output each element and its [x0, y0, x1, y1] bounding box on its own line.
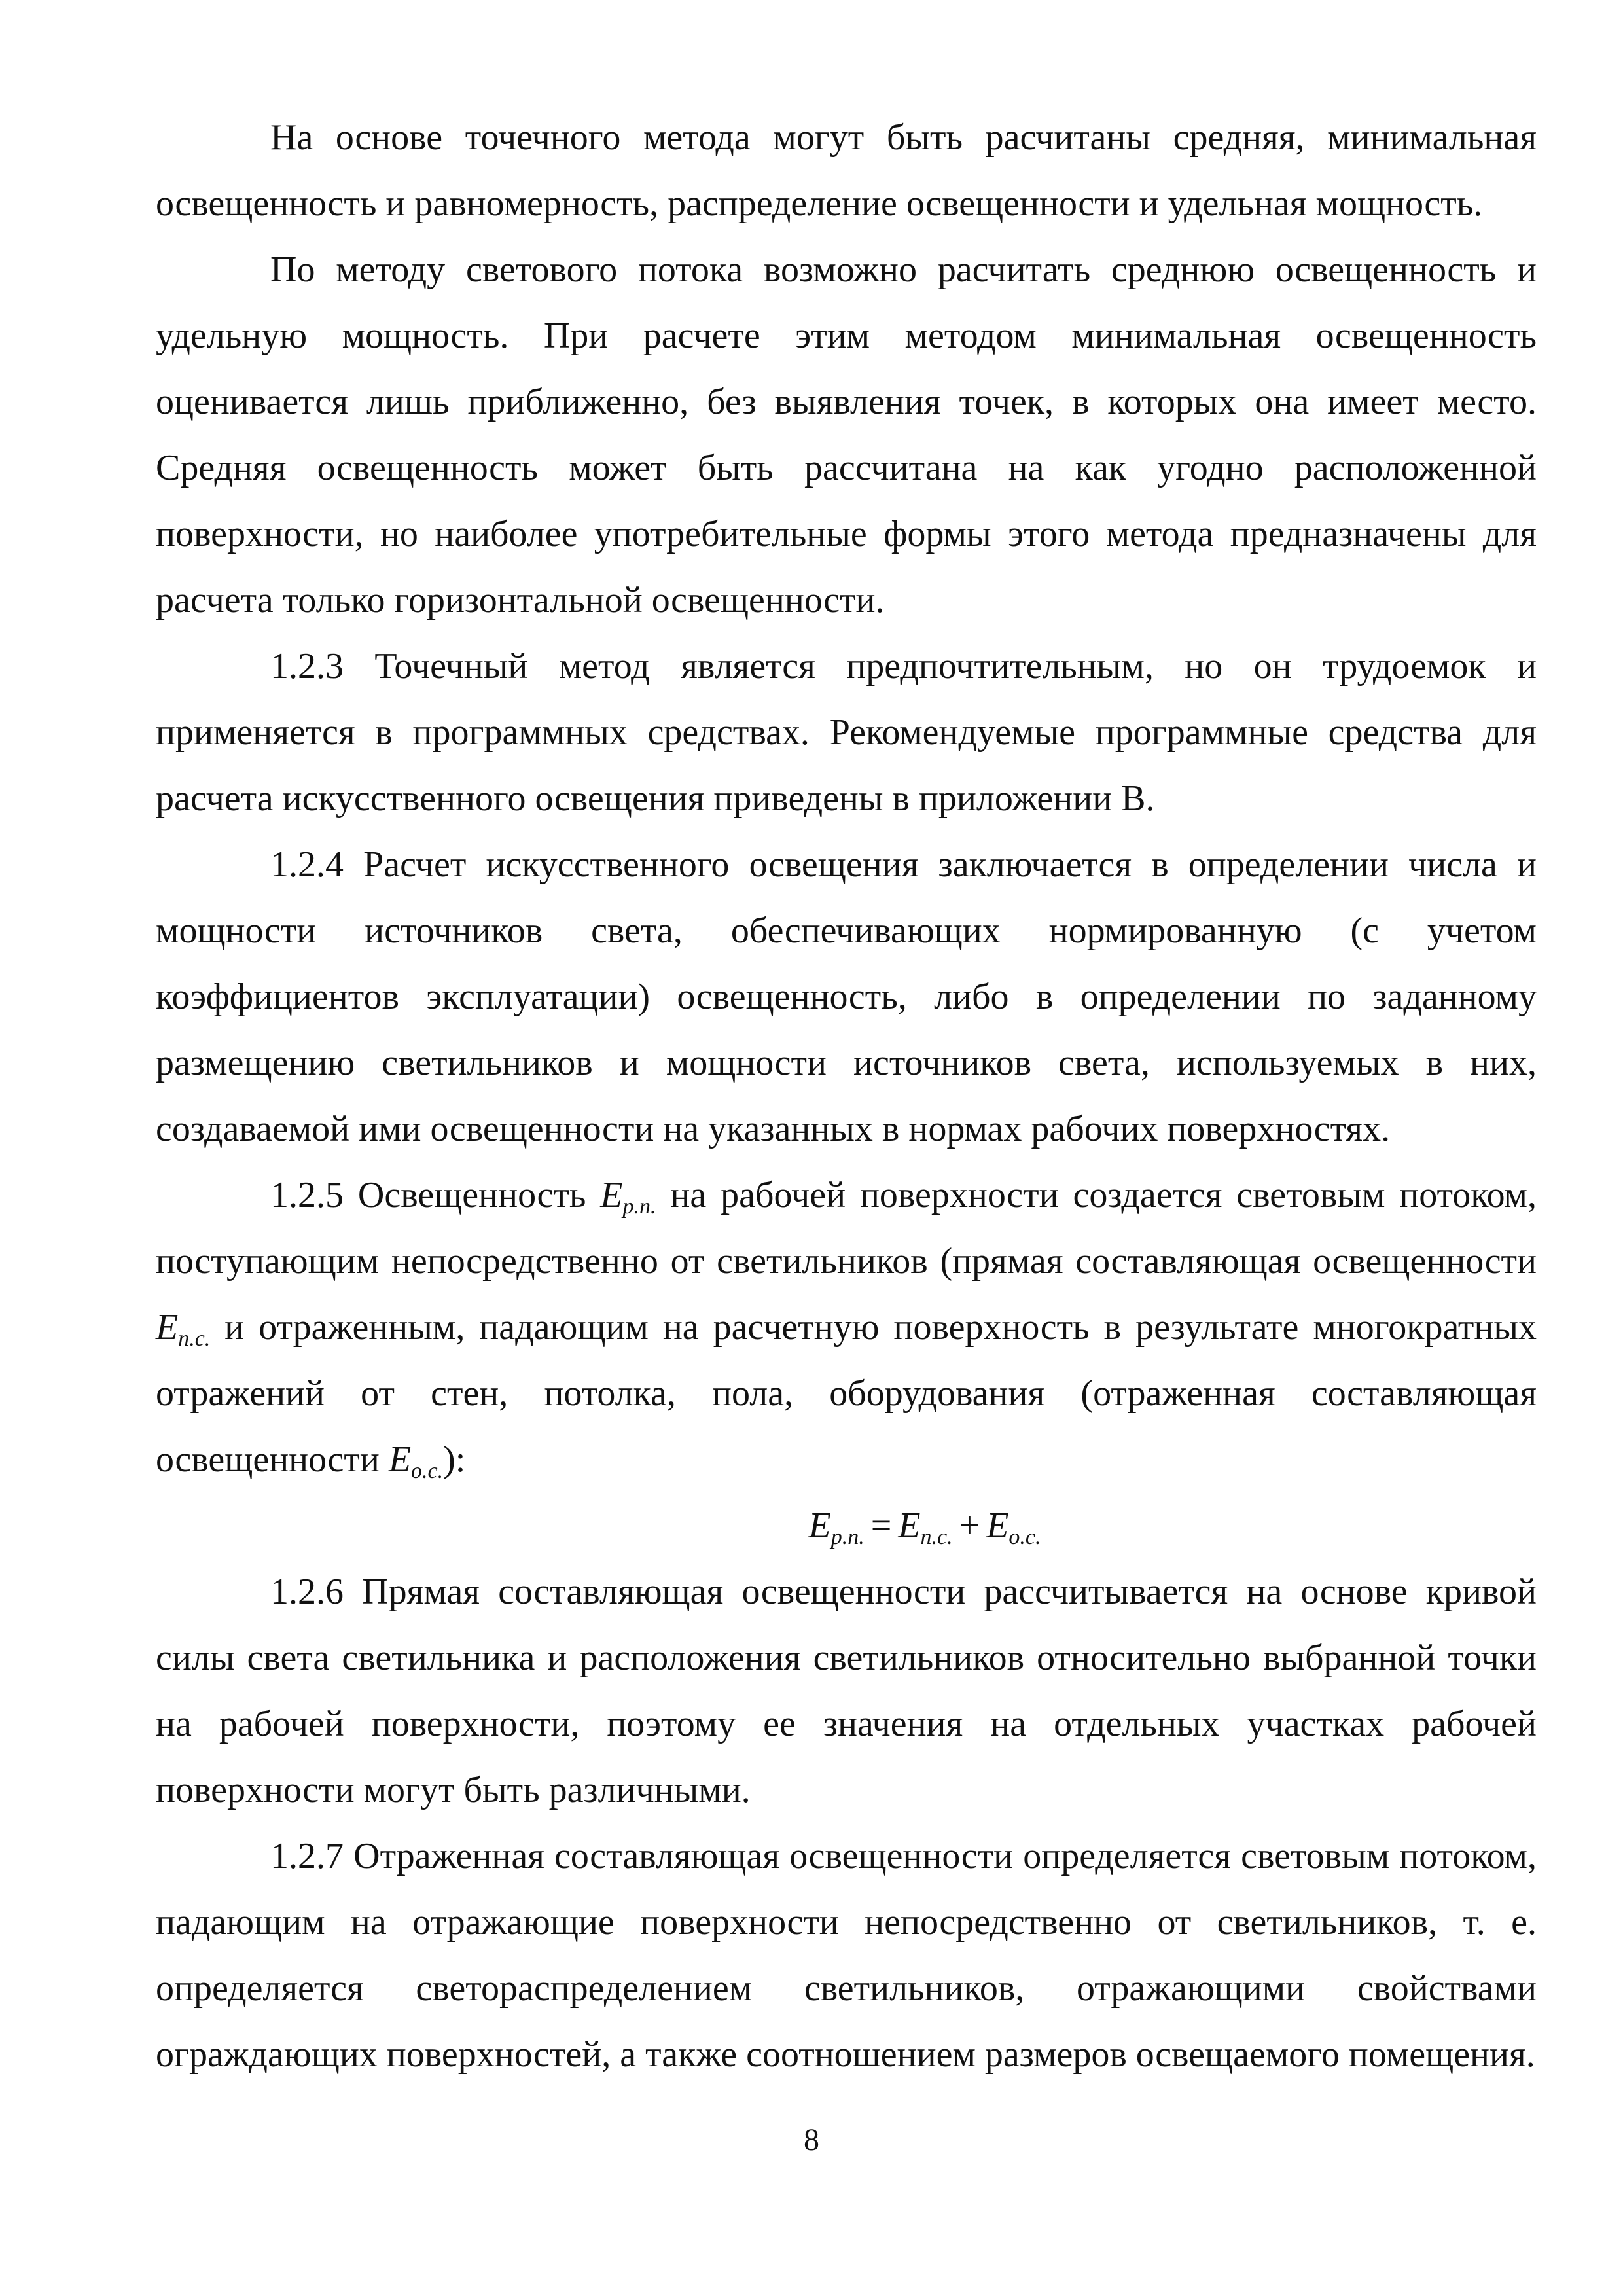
- formula-term2-var: E: [986, 1505, 1009, 1546]
- illuminance-work-surface-symbol: E: [600, 1175, 623, 1215]
- illuminance-work-surface-subscript: р.п.: [622, 1194, 656, 1219]
- illuminance-formula: [156, 1493, 1537, 1559]
- direct-component-symbol: E: [156, 1307, 179, 1348]
- body-text: [156, 105, 1537, 2088]
- paragraph-1-2-5-text-2: на рабочей поверхности создается световым потоком, поступающим непосредственно от светильников (прямая составляющая освещенности: [156, 1175, 1537, 1282]
- paragraph-point-method-results: На основе точечного метода могут быть расчитаны средняя, минимальная освещенность и равномерность, распределение освещенности и удельная мощность.: [156, 117, 1537, 224]
- formula-lhs-var: E: [808, 1505, 831, 1546]
- paragraph-1-2-5: [156, 1162, 1537, 1493]
- formula-plus: +: [959, 1505, 980, 1546]
- paragraph-luminous-flux-method: По методу светового потока возможно расчитать среднюю освещенность и удельную мощность. При расчете этим методом минимальная освещенность оценивается лишь приближенно, без выявления точек, в которых она имеет место. Средняя освещенность может быть рассчитана на как угодно расположенной поверхности, но наиболее употребительные формы этого метода предназначены для расчета только горизонтальной освещенности.: [156, 249, 1537, 620]
- direct-component-subscript: п.с.: [178, 1327, 211, 1351]
- formula-equals: =: [870, 1505, 892, 1546]
- paragraph-1-2-3: 1.2.3 Точечный метод является предпочтительным, но он трудоемок и применяется в программных средствах. Рекомендуемые программные средства для расчета искусственного освещения приведены в приложении В.: [156, 646, 1537, 819]
- paragraph-1-2-6: 1.2.6 Прямая составляющая освещенности рассчитывается на основе кривой силы света светильника и расположения светильников относительно выбранной точки на рабочей поверхности, поэтому ее значения на отдельных участках рабочей поверхности могут быть различными.: [156, 1571, 1537, 1810]
- page-number: 8: [804, 2123, 819, 2157]
- reflected-component-subscript: о.с.: [411, 1459, 444, 1483]
- paragraph-1-2-5-text-3: и отраженным, падающим на расчетную поверхность в результате многократных отражений от стен, потолка, пола, оборудования (отраженная составляющая освещенности: [156, 1307, 1537, 1480]
- paragraph-1-2-5-text-4: ):: [443, 1439, 466, 1480]
- paragraph-1-2-7: 1.2.7 Отраженная составляющая освещенности определяется световым потоком, падающим на отражающие поверхности непосредственно от светильников, т. е. определяется светораспределением светильников, отражающими свойствами ограждающих поверхностей, а также соотношением размеров освещаемого помещения.: [156, 1836, 1537, 2075]
- formula-term1-var: E: [898, 1505, 921, 1546]
- formula-term2-sub: о.с.: [1008, 1525, 1041, 1549]
- reflected-component-symbol: E: [388, 1439, 412, 1480]
- paragraph-1-2-5-text-1: 1.2.5 Освещенность: [270, 1175, 601, 1215]
- paragraph-1-2-4: 1.2.4 Расчет искусственного освещения заключается в определении числа и мощности источников света, обеспечивающих нормированную (с учетом коэффициентов эксплуатации) освещенность, либо в определении по заданному размещению светильников и мощности источников света, используемых в них, создаваемой ими освещенности на указанных в нормах рабочих поверхностях.: [156, 844, 1537, 1149]
- formula-term1-sub: п.с.: [920, 1525, 953, 1549]
- formula-lhs-sub: р.п.: [830, 1525, 865, 1549]
